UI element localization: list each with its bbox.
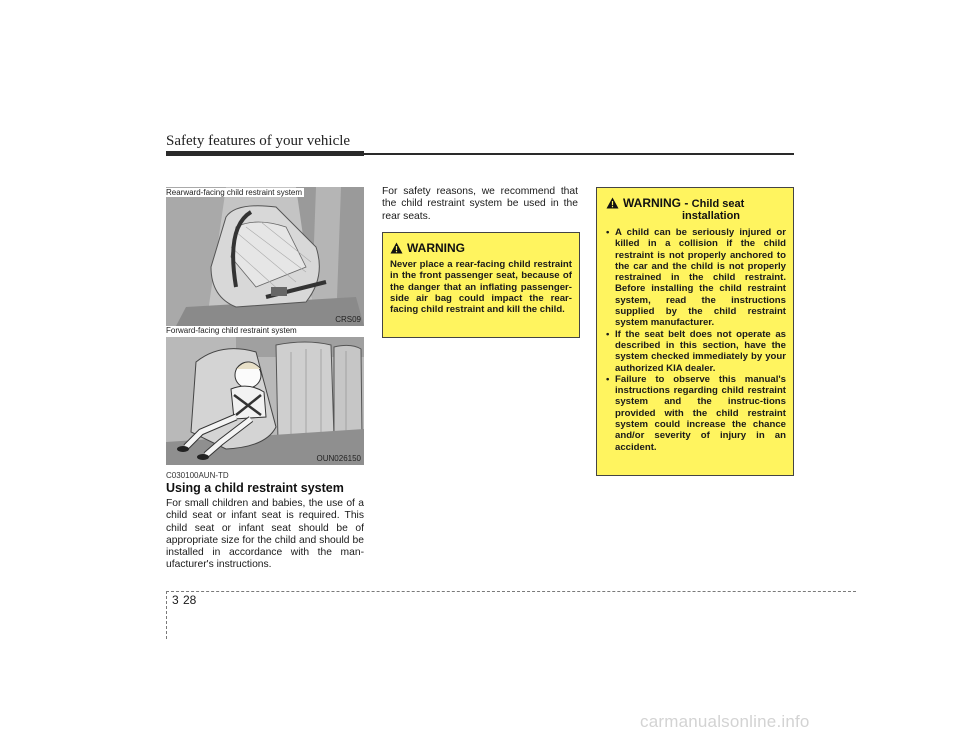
section-ref-code: C030100AUN-TD [166, 471, 229, 480]
warning-triangle-icon [606, 197, 619, 209]
footer-rule [166, 591, 856, 592]
forward-figure-caption: Forward-facing child restraint system [166, 326, 297, 335]
warning2-title-row [606, 196, 786, 222]
warning2-item: • A child can be seriously injured or killed in a collision if the child restraint is not properly anchored to the car and the child is not properly restrained in the child restraint. Before installing the child restraint system, read the instructions supplied by the child restraint system manufacturer. [606, 227, 786, 329]
forward-facing-seat-image [166, 337, 364, 465]
footer-vertical-rule [166, 591, 167, 639]
forward-facing-illustration [166, 337, 364, 465]
warning-box-child-seat-installation [596, 187, 794, 476]
warning2-title-sub1: Child seat [691, 198, 745, 210]
warning2-list [606, 227, 786, 453]
warning-box-rear-facing [382, 232, 580, 338]
warning2-item: • Failure to observe this manual's instructions regarding child restraint system and the instruc-tions provided with the child restraint system could increase the chance and/or severity of injury in an accident. [606, 374, 786, 453]
rearward-facing-seat-image [166, 187, 364, 326]
warning-body: Never place a rear-facing child restraint in the front passenger seat, because of the danger that an inflating passenger-side air bag could impact the rear-facing child restraint and kill the child. [390, 259, 572, 316]
rearward-facing-illustration [166, 187, 364, 326]
warning2-item: • If the seat belt does not operate as described in this section, have the system checked immediately by your authorized KIA dealer. [606, 329, 786, 374]
header-rule-accent [166, 151, 364, 156]
warning-triangle-icon [390, 242, 403, 254]
warning2-title-sub2: installation [681, 210, 741, 222]
warning2-title-main: WARNING - [623, 196, 689, 210]
warning-title-row [390, 241, 465, 255]
forward-figure-code: OUN026150 [316, 454, 361, 463]
rearward-figure-caption: Rearward-facing child restraint system [166, 188, 303, 197]
page-section-number: 3 [172, 593, 179, 607]
watermark: carmanualsonline.info [640, 712, 810, 731]
section-heading: Using a child restraint system [166, 481, 344, 495]
page-number: 28 [183, 593, 197, 607]
warning-title: WARNING [407, 241, 465, 255]
rear-seat-recommendation: For safety reasons, we recommend that the child restraint system be used in the rear seats. [382, 186, 578, 222]
rearward-figure-code: CRS09 [335, 315, 361, 324]
page-header-title: Safety features of your vehicle [166, 133, 351, 149]
section-paragraph: For small children and babies, the use of a child seat or infant seat is required. This child seat or infant seat should be of appropriate size for the child and should be installed in accordance with the man-ufacturer's instructions. [166, 498, 364, 571]
